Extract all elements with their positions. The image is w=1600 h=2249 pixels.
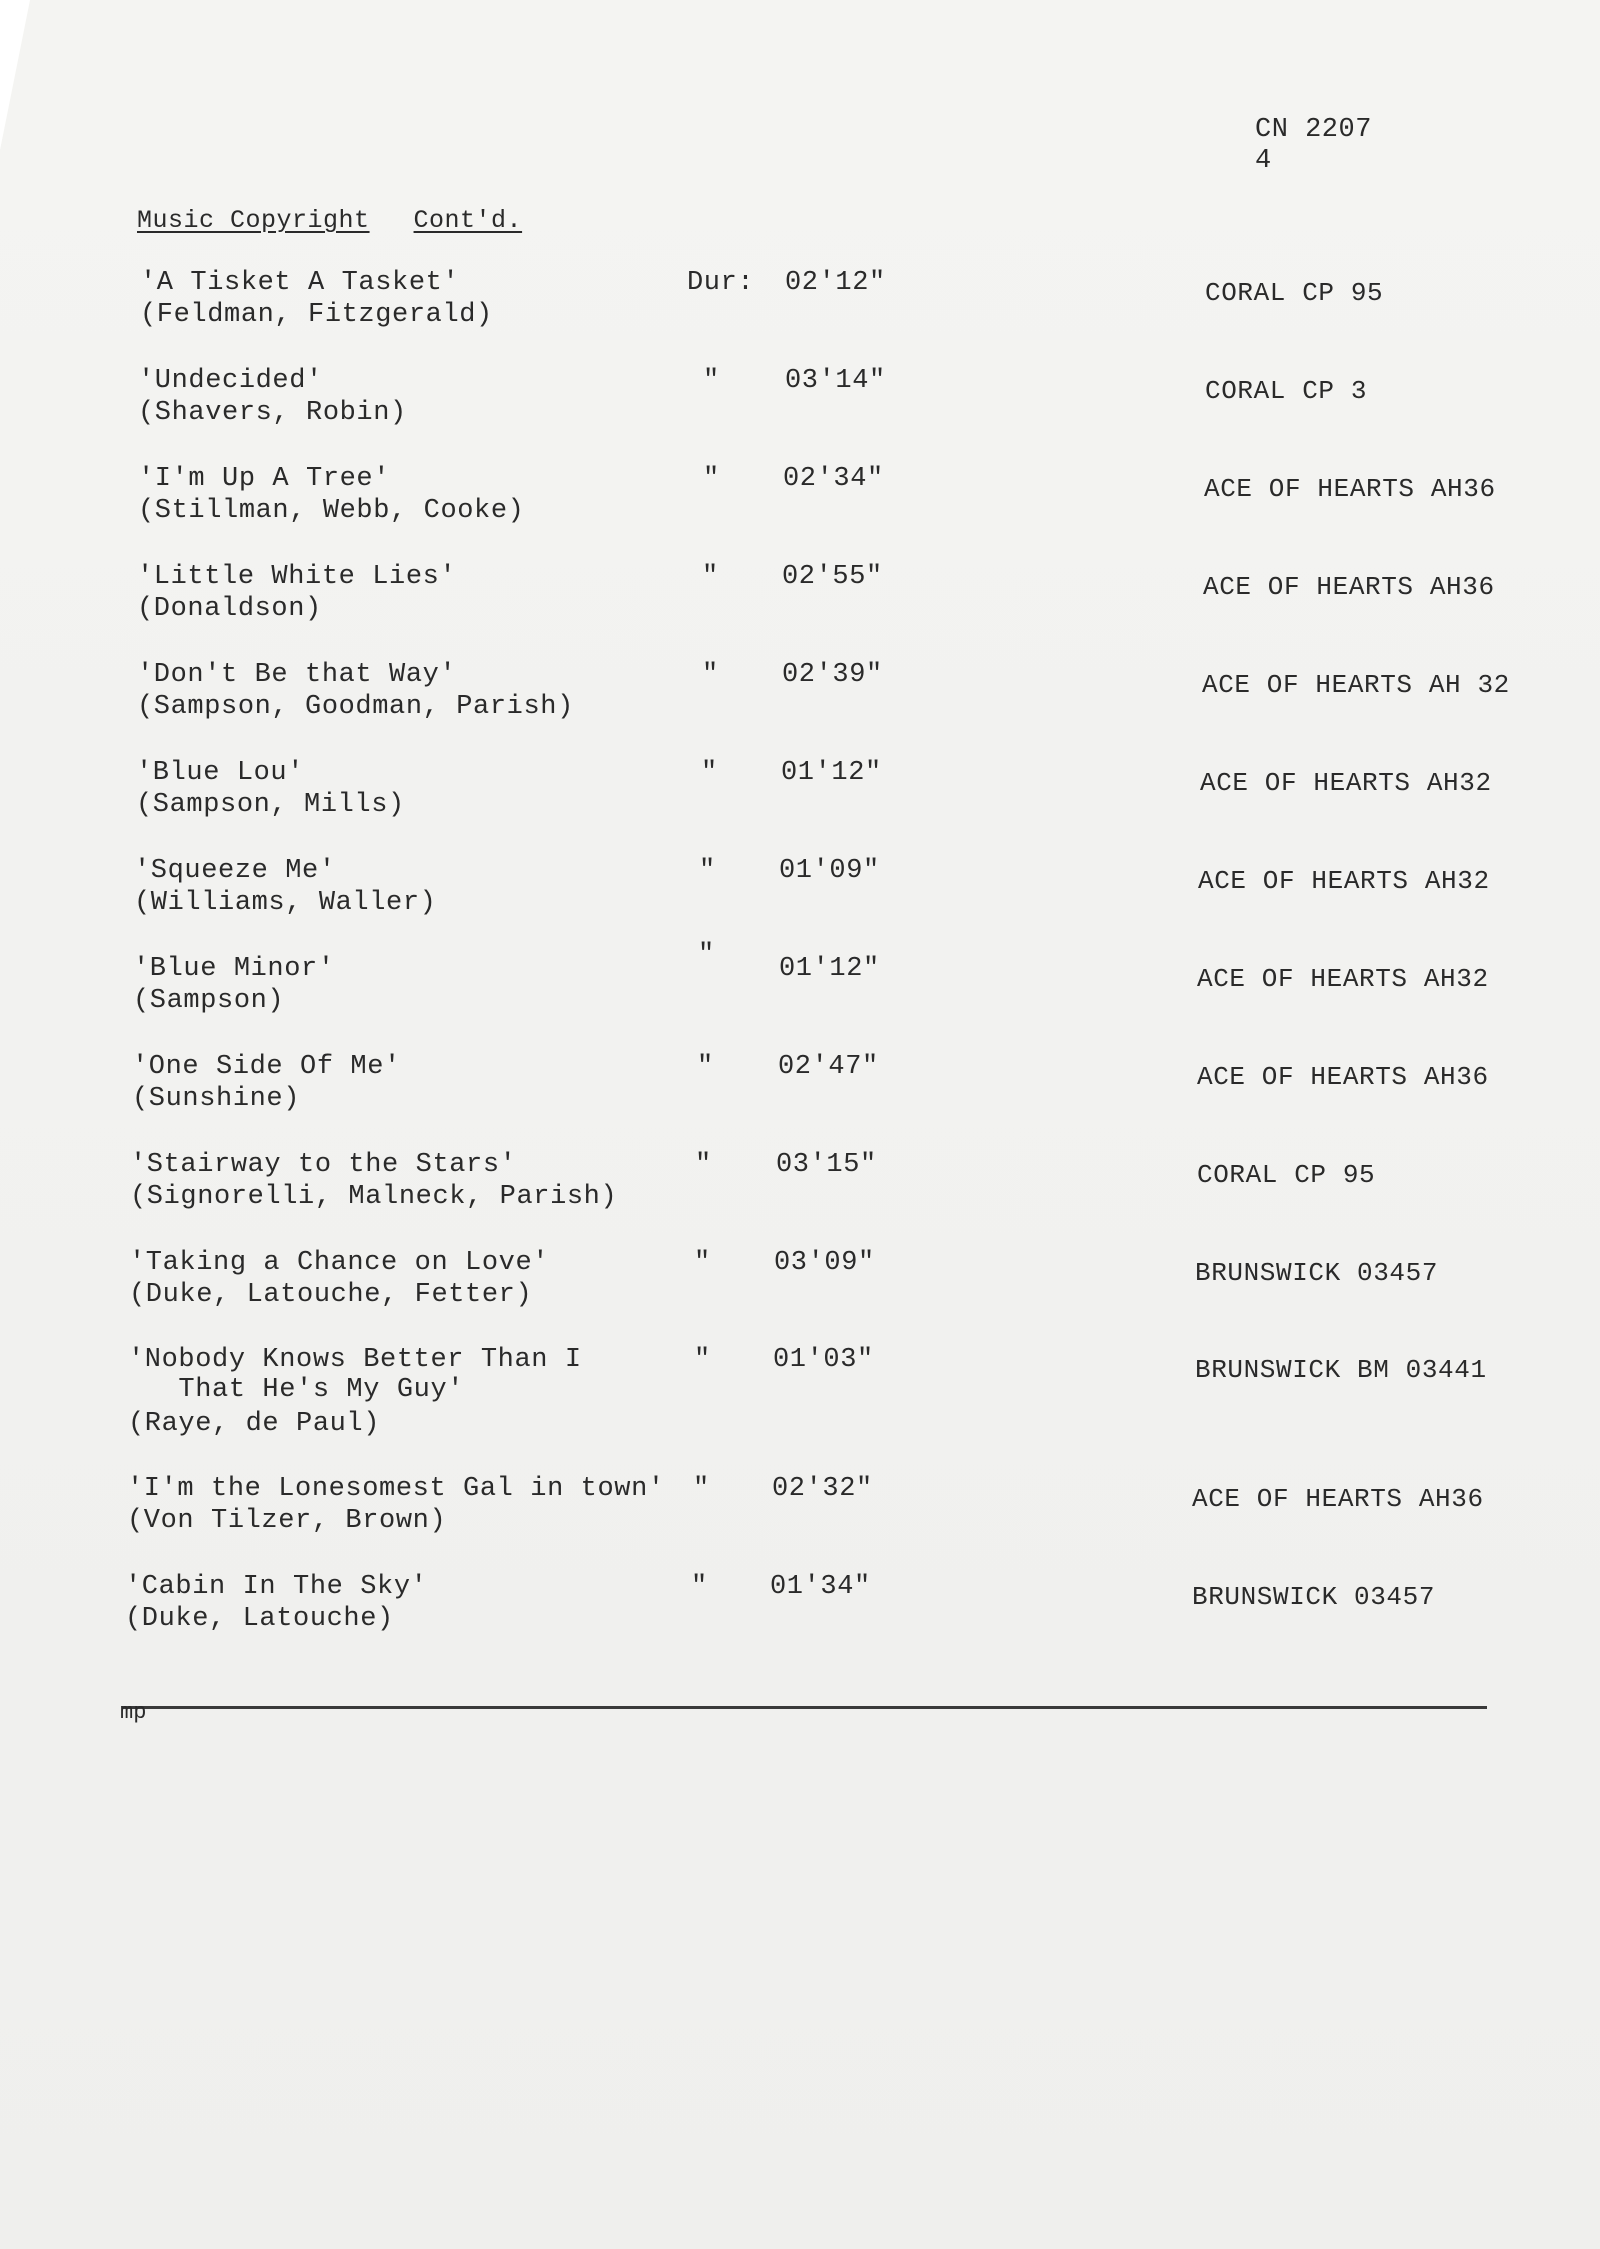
duration-value: 03'09" bbox=[774, 1248, 875, 1278]
list-item bbox=[125, 1572, 1600, 1642]
duration-value: 01'12" bbox=[781, 758, 882, 788]
song-composers: (Duke, Latouche) bbox=[125, 1604, 394, 1634]
song-title: 'One Side Of Me' bbox=[132, 1052, 401, 1082]
song-composers: (Duke, Latouche, Fetter) bbox=[129, 1280, 533, 1310]
record-label: CORAL CP 95 bbox=[1197, 1160, 1376, 1190]
song-title: 'I'm the Lonesomest Gal in town' bbox=[127, 1474, 665, 1504]
heading-continued: Cont'd. bbox=[413, 206, 523, 235]
song-title: 'Blue Lou' bbox=[136, 758, 305, 788]
song-composers: (Feldman, Fitzgerald) bbox=[140, 300, 493, 330]
duration-value: 03'15" bbox=[776, 1150, 877, 1180]
record-label: ACE OF HEARTS AH32 bbox=[1200, 768, 1492, 798]
list-item bbox=[128, 1345, 1600, 1445]
song-title: 'Little White Lies' bbox=[137, 562, 457, 592]
duration-value: 02'32" bbox=[772, 1474, 873, 1504]
list-item bbox=[132, 1052, 1600, 1122]
duration-label: " bbox=[697, 1052, 714, 1082]
duration-label: " bbox=[702, 660, 719, 690]
list-item bbox=[137, 562, 1600, 632]
divider-line bbox=[122, 1706, 1487, 1709]
song-composers: (Williams, Waller) bbox=[134, 888, 437, 918]
song-title: 'Blue Minor' bbox=[133, 954, 335, 984]
song-composers: (Sampson, Mills) bbox=[136, 790, 405, 820]
duration-value: 02'12" bbox=[785, 268, 886, 298]
record-label: ACE OF HEARTS AH 32 bbox=[1202, 670, 1510, 700]
duration-label: " bbox=[699, 856, 716, 886]
song-composers: (Shavers, Robin) bbox=[138, 398, 407, 428]
record-label: BRUNSWICK BM 03441 bbox=[1195, 1355, 1487, 1385]
duration-label: " bbox=[701, 758, 718, 788]
song-title: 'Cabin In The Sky' bbox=[125, 1572, 428, 1602]
reference-block bbox=[1255, 115, 1372, 177]
duration-value: 02'34" bbox=[783, 464, 884, 494]
duration-value: 01'12" bbox=[779, 954, 880, 984]
page-heading bbox=[137, 206, 522, 235]
record-label: ACE OF HEARTS AH36 bbox=[1203, 572, 1495, 602]
song-composers: (Donaldson) bbox=[137, 594, 322, 624]
record-label: BRUNSWICK 03457 bbox=[1195, 1258, 1439, 1288]
list-item bbox=[130, 1150, 1600, 1220]
song-title: 'Nobody Knows Better Than I That He's My Guy' bbox=[128, 1345, 582, 1405]
duration-label: " bbox=[703, 464, 720, 494]
record-label: ACE OF HEARTS AH32 bbox=[1197, 964, 1489, 994]
heading-title: Music Copyright bbox=[137, 206, 370, 235]
record-label: CORAL CP 95 bbox=[1205, 278, 1384, 308]
song-composers: (Sampson) bbox=[133, 986, 285, 1016]
list-item bbox=[140, 268, 1600, 338]
duration-label: Dur: bbox=[687, 268, 755, 298]
song-title: 'I'm Up A Tree' bbox=[138, 464, 391, 494]
list-item bbox=[138, 464, 1600, 534]
record-label: ACE OF HEARTS AH36 bbox=[1197, 1062, 1489, 1092]
reference-number: CN 2207 bbox=[1255, 115, 1372, 145]
list-item bbox=[138, 366, 1600, 436]
song-composers: (Stillman, Webb, Cooke) bbox=[138, 496, 525, 526]
duration-label: " bbox=[691, 1572, 708, 1602]
song-composers: (Raye, de Paul) bbox=[128, 1409, 381, 1439]
list-item bbox=[129, 1248, 1600, 1318]
song-composers: (Sampson, Goodman, Parish) bbox=[137, 692, 574, 722]
song-composers: (Sunshine) bbox=[132, 1084, 301, 1114]
duration-label: " bbox=[694, 1248, 711, 1278]
song-title: 'Undecided' bbox=[138, 366, 323, 396]
duration-label: " bbox=[703, 366, 720, 396]
duration-value: 02'47" bbox=[778, 1052, 879, 1082]
duration-value: 01'09" bbox=[779, 856, 880, 886]
record-label: ACE OF HEARTS AH32 bbox=[1198, 866, 1490, 896]
duration-label: " bbox=[695, 1150, 712, 1180]
duration-label: " bbox=[693, 1474, 710, 1504]
duration-value: 02'39" bbox=[782, 660, 883, 690]
song-title: 'Don't Be that Way' bbox=[137, 660, 457, 690]
duration-label: " bbox=[702, 562, 719, 592]
torn-corner bbox=[0, 0, 30, 150]
song-composers: (Von Tilzer, Brown) bbox=[127, 1506, 447, 1536]
song-title: 'A Tisket A Tasket' bbox=[140, 268, 460, 298]
record-label: ACE OF HEARTS AH36 bbox=[1204, 474, 1496, 504]
record-label: CORAL CP 3 bbox=[1205, 376, 1368, 406]
record-label: ACE OF HEARTS AH36 bbox=[1192, 1484, 1484, 1514]
duration-label: " bbox=[698, 940, 715, 970]
list-item bbox=[137, 660, 1600, 730]
list-item bbox=[127, 1474, 1600, 1544]
song-title: 'Taking a Chance on Love' bbox=[129, 1248, 550, 1278]
list-item bbox=[136, 758, 1600, 828]
duration-value: 03'14" bbox=[785, 366, 886, 396]
song-composers: (Signorelli, Malneck, Parish) bbox=[130, 1182, 618, 1212]
list-item bbox=[133, 940, 1600, 1024]
song-title: 'Squeeze Me' bbox=[134, 856, 336, 886]
duration-value: 02'55" bbox=[782, 562, 883, 592]
song-title: 'Stairway to the Stars' bbox=[130, 1150, 517, 1180]
record-label: BRUNSWICK 03457 bbox=[1192, 1582, 1436, 1612]
duration-label: " bbox=[694, 1345, 711, 1375]
duration-value: 01'03" bbox=[773, 1345, 874, 1375]
page-number: 4 bbox=[1255, 146, 1272, 176]
list-item bbox=[134, 856, 1600, 926]
duration-value: 01'34" bbox=[770, 1572, 871, 1602]
typist-initials: mp bbox=[120, 1700, 147, 1725]
